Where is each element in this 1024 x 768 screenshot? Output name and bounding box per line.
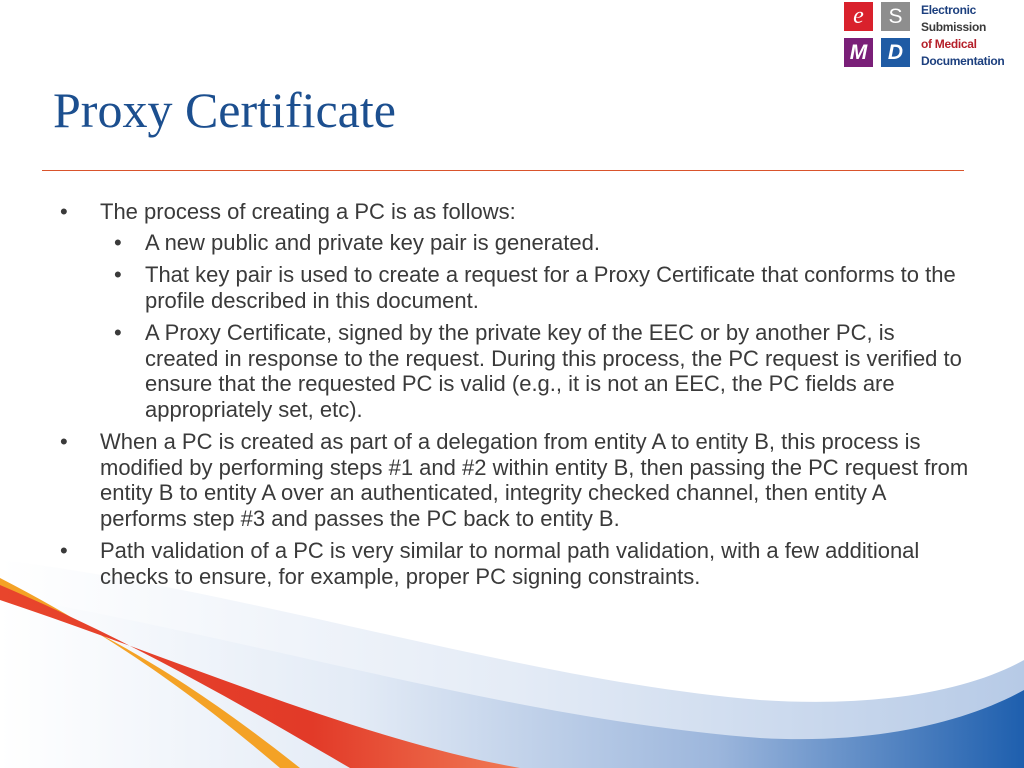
title-divider: [42, 170, 964, 171]
logo-tile-m: M: [844, 38, 873, 67]
bullet-text: The process of creating a PC is as follows:: [100, 199, 516, 224]
esmd-logo: [844, 2, 1024, 70]
logo-line-4: Documentation: [921, 54, 1005, 68]
bullet-item: [60, 538, 970, 589]
bullet-item: [60, 199, 970, 422]
sub-bullet-text: A new public and private key pair is generated.: [145, 229, 600, 255]
logo-line-2: Submission: [921, 20, 987, 34]
sub-bullet-text: A Proxy Certificate, signed by the private key of the EEC or by another PC, is created in response to the request. During this process, the PC request is verified to ensure that the requested PC is valid (e.g., it is not an EEC, the PC fields are appropriately set, etc).: [145, 320, 962, 422]
bullet-text: Path validation of a PC is very similar to normal path validation, with a few additional checks to ensure, for example, proper PC signing constraints.: [100, 538, 920, 589]
sub-bullet-text: That key pair is used to create a request for a Proxy Certificate that conforms to the profile described in this document.: [145, 262, 956, 313]
logo-tile-e: e: [844, 2, 873, 31]
logo-tile-d: D: [881, 38, 910, 67]
bullet-item: [60, 429, 970, 531]
logo-line-3: of Medical: [921, 37, 977, 51]
bullet-text: When a PC is created as part of a delegation from entity A to entity B, this process is modified by performing steps #1 and #2 within entity B, then passing the PC request from entity B to entity A over an authenticated, integrity checked channel, then entity A performs step #3 and passes the PC back to entity B.: [100, 429, 969, 531]
sub-bullet-list: [100, 230, 970, 423]
sub-bullet-item: [108, 320, 970, 422]
sub-bullet-item: [108, 262, 970, 313]
logo-tile-s: S: [881, 2, 910, 31]
logo-line-1: Electronic: [921, 3, 977, 17]
sub-bullet-item: [108, 230, 970, 256]
slide-title: Proxy Certificate: [53, 82, 396, 138]
logo-wordmark: [921, 2, 1024, 70]
bullet-list: [60, 199, 970, 596]
